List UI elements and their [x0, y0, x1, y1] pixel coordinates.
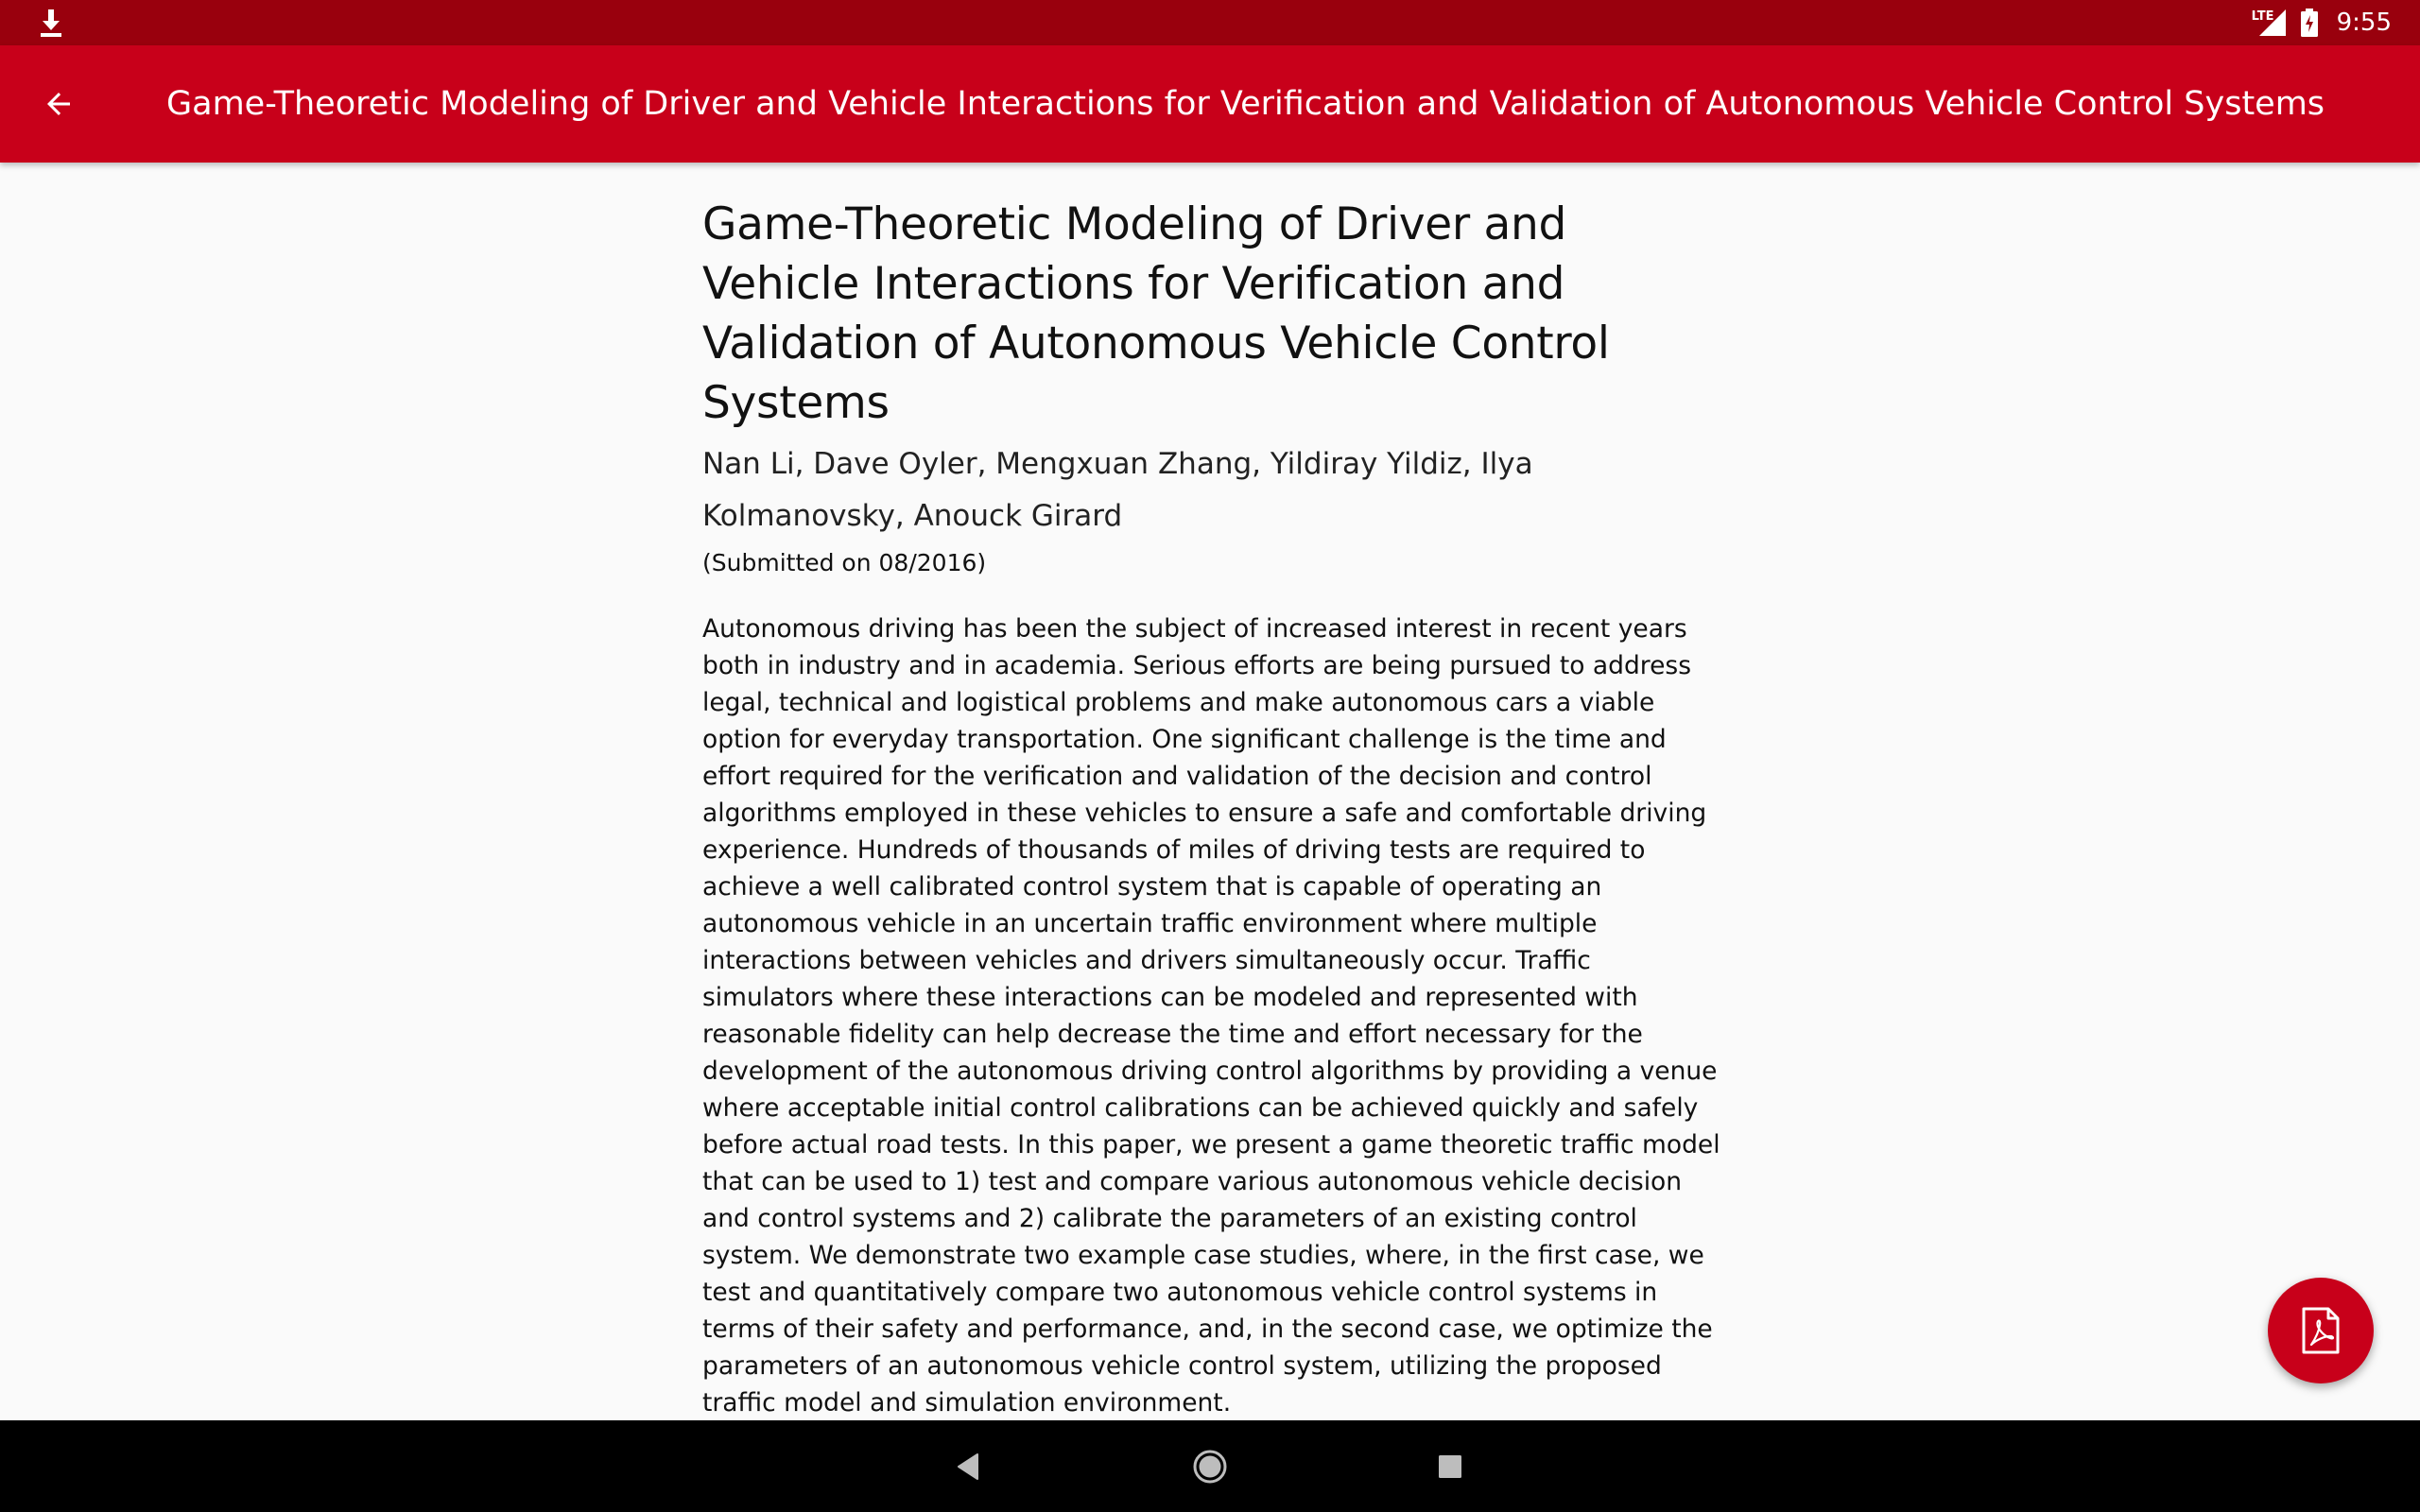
- paper-title: Game-Theoretic Modeling of Driver and Vehicle Interactions for Verification and Validation of Autonomous Vehicle Control Systems: [702, 198, 1610, 429]
- paper-detail: [702, 189, 1723, 1421]
- nav-home-icon: [1192, 1449, 1228, 1485]
- open-pdf-button[interactable]: [2268, 1278, 2374, 1383]
- nav-home-button[interactable]: [1165, 1420, 1255, 1512]
- lte-signal-icon: [2252, 8, 2288, 38]
- paper-submitted-date: (Submitted on 08/2016): [702, 549, 987, 576]
- paper-abstract: Autonomous driving has been the subject of increased interest in recent years both in industry and in academia. Serious efforts are being pursued to address legal, technical and logistical problems and make autonomous cars a viable option for everyday transportation. One significant challenge is the time and effort required for the verification and validation of the decision and control algorithms employed in these vehicles to ensure a safe and comfortable driving experience. Hundreds of thousands of miles of driving tests are required to achieve a well calibrated control system that is capable of operating an autonomous vehicle in an uncertain traffic environment where multiple interactions between vehicles and drivers simultaneously occur. Traffic simulators where these interactions can be modeled and represented with reasonable fidelity can help decrease the time and effort necessary for the development of the autonomous driving control algorithms by providing a venue where acceptable initial control calibrations can be achieved quickly and safely before actual road tests. In this paper, we present a game theoretic traffic model that can be used to 1) test and compare various autonomous vehicle decision and control systems and 2) calibrate the parameters of an existing control system. We demonstrate two example case studies, where, in the first case, we test and quantitatively compare two autonomous vehicle control systems in terms of their safety and performance, and, in the second case, we optimize the parameters of an autonomous vehicle control system, utilizing the proposed traffic model and simulation environment.: [702, 614, 1720, 1418]
- nav-recents-button[interactable]: [1405, 1420, 1495, 1512]
- back-button[interactable]: [28, 74, 89, 134]
- network-label: LTE: [2251, 9, 2274, 24]
- nav-back-icon: [955, 1452, 981, 1481]
- nav-recents-icon: [1438, 1454, 1462, 1479]
- navigation-bar: [0, 1420, 2420, 1512]
- arrow-back-icon: [42, 87, 76, 121]
- battery-charging-icon: [2301, 9, 2318, 37]
- status-icons: [2252, 0, 2392, 45]
- status-bar: [0, 0, 2420, 45]
- paper-authors: Nan Li, Dave Oyler, Mengxuan Zhang, Yildiray Yildiz, Ilya Kolmanovsky, Anouck Girard: [702, 447, 1533, 533]
- clock: 9:55: [2336, 9, 2392, 37]
- app-bar-title: Game-Theoretic Modeling of Driver and Vehicle Interactions for Verification and Validation of Autonomous Vehicle Control Systems: [166, 85, 2325, 123]
- app-bar: [0, 45, 2420, 163]
- download-icon: [38, 8, 64, 38]
- pdf-icon: [2300, 1307, 2342, 1354]
- nav-back-button[interactable]: [923, 1420, 1013, 1512]
